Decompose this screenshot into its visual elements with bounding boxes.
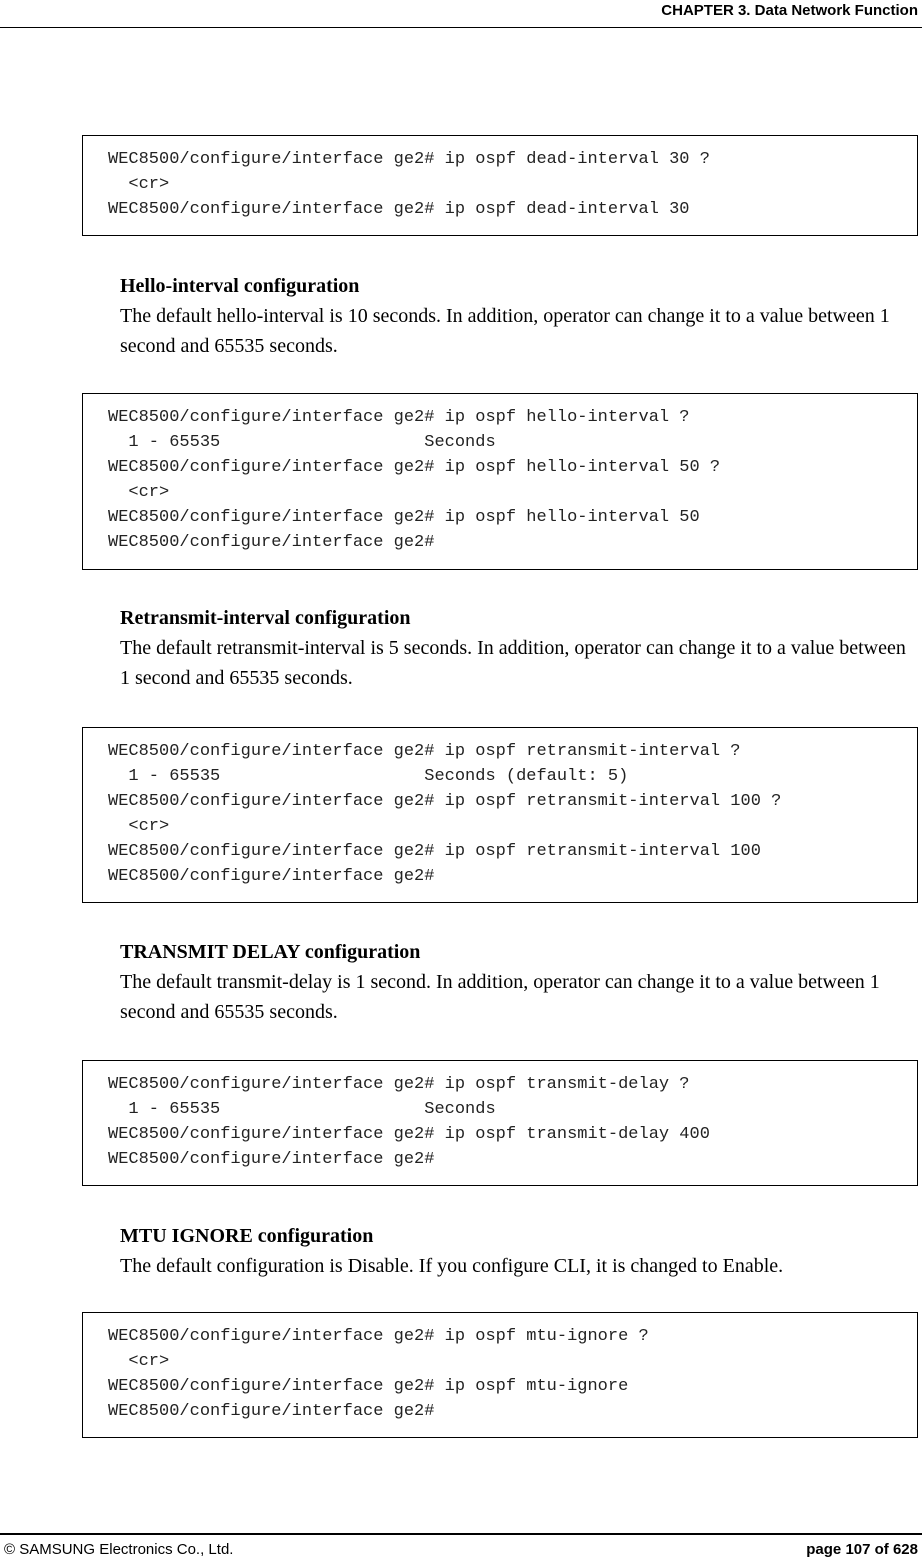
footer-copyright: © SAMSUNG Electronics Co., Ltd. bbox=[4, 1541, 234, 1558]
code-line: 1 - 65535 Seconds bbox=[108, 1100, 496, 1119]
code-line: WEC8500/configure/interface ge2# bbox=[108, 533, 435, 552]
code-line: WEC8500/configure/interface ge2# ip ospf hello-interval ? bbox=[108, 408, 690, 427]
code-line: WEC8500/configure/interface ge2# ip ospf transmit-delay 400 bbox=[108, 1125, 710, 1144]
code-line: WEC8500/configure/interface ge2# ip ospf dead-interval 30 bbox=[108, 200, 690, 219]
code-line: WEC8500/configure/interface ge2# ip ospf transmit-delay ? bbox=[108, 1075, 690, 1094]
code-line: <cr> bbox=[108, 817, 170, 836]
header-divider bbox=[0, 27, 922, 28]
code-line: WEC8500/configure/interface ge2# ip ospf dead-interval 30 ? bbox=[108, 150, 710, 169]
code-line: WEC8500/configure/interface ge2# ip ospf retransmit-interval ? bbox=[108, 742, 741, 761]
code-block-mtu-ignore bbox=[82, 1312, 918, 1438]
code-line: 1 - 65535 Seconds (default: 5) bbox=[108, 767, 629, 786]
code-line: WEC8500/configure/interface ge2# ip ospf retransmit-interval 100 bbox=[108, 842, 761, 861]
section-mtu-ignore bbox=[120, 1221, 915, 1281]
code-line: WEC8500/configure/interface ge2# bbox=[108, 1402, 435, 1421]
footer-divider bbox=[0, 1533, 922, 1535]
code-block-transmit-delay bbox=[82, 1060, 918, 1186]
section-body: The default retransmit-interval is 5 seconds. In addition, operator can change it to a value between 1 second and 65535 seconds. bbox=[120, 637, 906, 689]
code-line: 1 - 65535 Seconds bbox=[108, 433, 496, 452]
code-line: <cr> bbox=[108, 175, 170, 194]
code-line: WEC8500/configure/interface ge2# ip ospf retransmit-interval 100 ? bbox=[108, 792, 782, 811]
code-line: WEC8500/configure/interface ge2# ip ospf hello-interval 50 bbox=[108, 508, 700, 527]
code-block-hello-interval bbox=[82, 393, 918, 570]
section-body: The default hello-interval is 10 seconds. In addition, operator can change it to a value between 1 second and 65535 seconds. bbox=[120, 305, 890, 357]
section-body: The default transmit-delay is 1 second. In addition, operator can change it to a value between 1 second and 65535 seconds. bbox=[120, 971, 880, 1023]
section-body: The default configuration is Disable. If you configure CLI, it is changed to Enable. bbox=[120, 1255, 784, 1277]
section-transmit-delay bbox=[120, 937, 915, 1027]
page-number: page 107 of 628 bbox=[806, 1541, 918, 1558]
code-line: WEC8500/configure/interface ge2# bbox=[108, 1150, 435, 1169]
section-title: Hello-interval configuration bbox=[120, 275, 360, 297]
code-line: WEC8500/configure/interface ge2# ip ospf mtu-ignore ? bbox=[108, 1327, 649, 1346]
section-title: Retransmit-interval configuration bbox=[120, 607, 411, 629]
code-line: <cr> bbox=[108, 1352, 170, 1371]
code-line: WEC8500/configure/interface ge2# ip ospf hello-interval 50 ? bbox=[108, 458, 721, 477]
code-line: WEC8500/configure/interface ge2# ip ospf mtu-ignore bbox=[108, 1377, 629, 1396]
code-block-retransmit-interval bbox=[82, 727, 918, 903]
section-hello-interval bbox=[120, 271, 915, 361]
code-line: <cr> bbox=[108, 483, 170, 502]
section-retransmit-interval bbox=[120, 603, 915, 693]
code-line: WEC8500/configure/interface ge2# bbox=[108, 867, 435, 886]
section-title: MTU IGNORE configuration bbox=[120, 1225, 374, 1247]
section-title: TRANSMIT DELAY configuration bbox=[120, 941, 421, 963]
code-block-dead-interval bbox=[82, 135, 918, 236]
chapter-title: CHAPTER 3. Data Network Function bbox=[661, 2, 918, 19]
